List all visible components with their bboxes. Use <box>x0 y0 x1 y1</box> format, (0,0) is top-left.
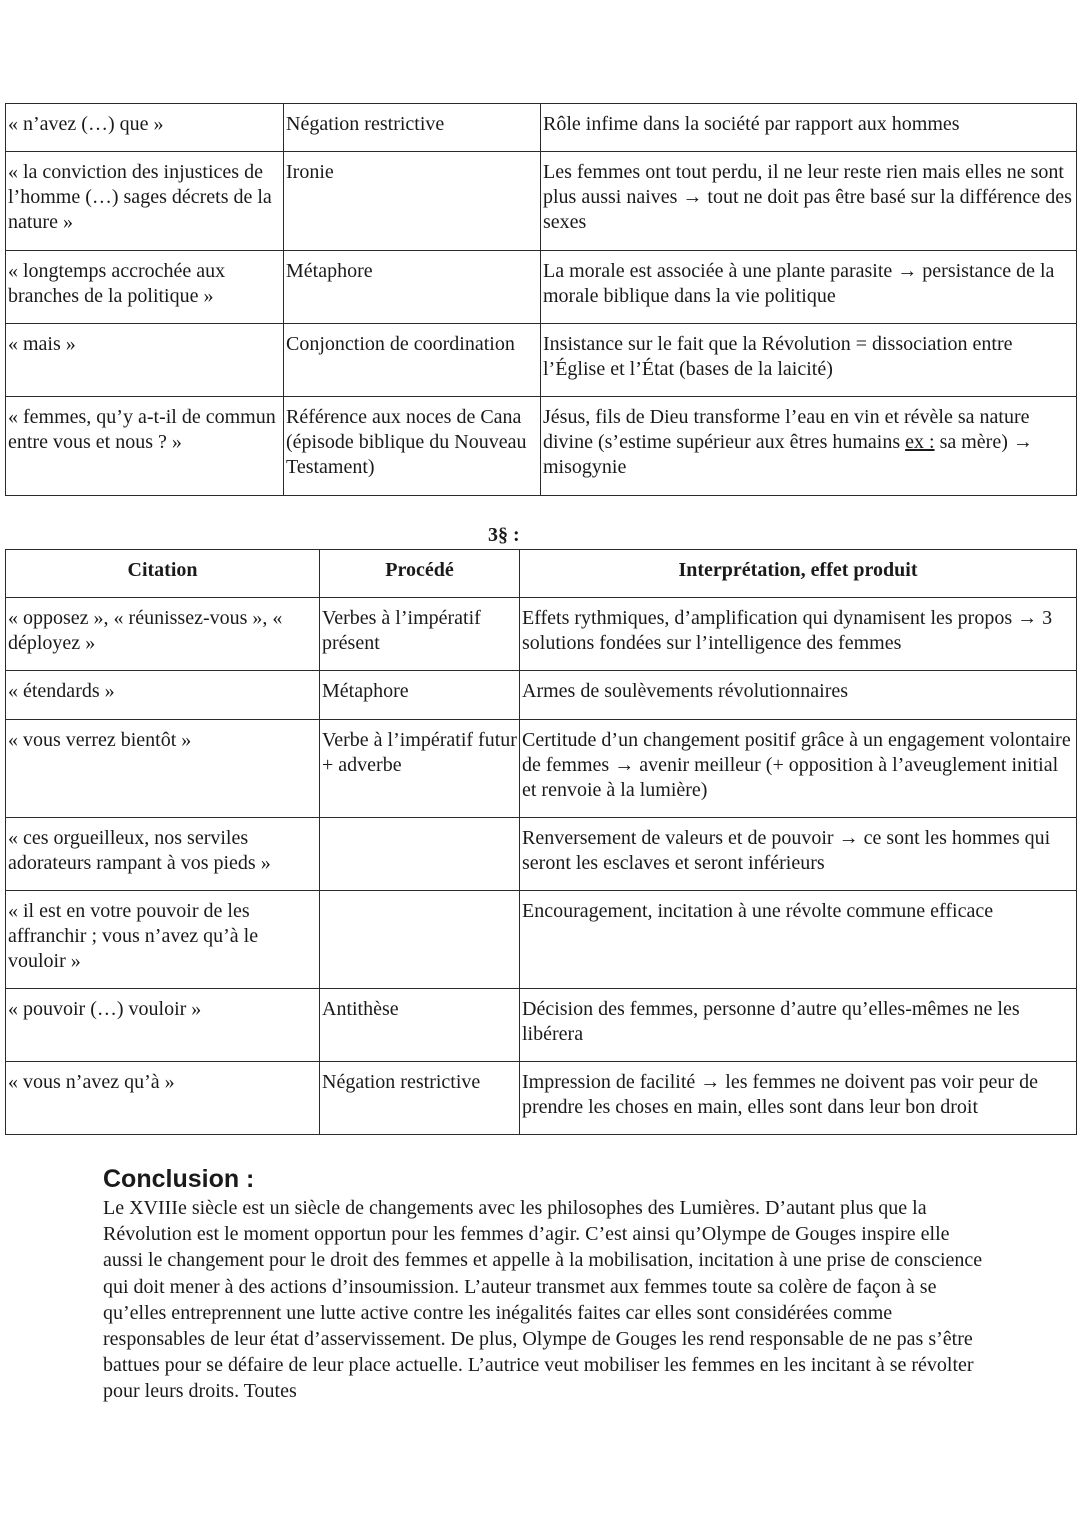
procede-cell: Métaphore <box>284 251 541 324</box>
effet-cell: Armes de soulèvements révolutionnaires <box>520 671 1077 720</box>
table-row <box>6 152 1077 251</box>
table-row <box>6 891 1077 989</box>
table-row <box>6 720 1077 818</box>
table-row <box>6 104 1077 152</box>
procede-cell: Verbe à l’impératif futur + adverbe <box>320 720 520 818</box>
citation-cell: « vous verrez bientôt » <box>6 720 320 818</box>
procede-cell <box>320 891 520 989</box>
citation-cell: « femmes, qu’y a-t-il de commun entre vous et nous ? » <box>6 397 284 496</box>
effet-cell: Impression de facilité → les femmes ne doivent pas voir peur de prendre les choses en main, elles sont dans leur bon droit <box>520 1062 1077 1135</box>
table-row <box>6 397 1077 496</box>
column-header-procede: Procédé <box>320 550 520 598</box>
column-header-citation: Citation <box>6 550 320 598</box>
table-row <box>6 598 1077 671</box>
procede-cell: Ironie <box>284 152 541 251</box>
citation-cell: « ces orgueilleux, nos serviles adorateurs rampant à vos pieds » <box>6 818 320 891</box>
effet-cell <box>541 397 1077 496</box>
effet-text: sa mère) → misogynie <box>543 431 1033 478</box>
citation-cell: « pouvoir (…) vouloir » <box>6 989 320 1062</box>
column-header-effet: Interprétation, effet produit <box>520 550 1077 598</box>
procede-cell: Métaphore <box>320 671 520 720</box>
effet-cell: Renversement de valeurs et de pouvoir → ce sont les hommes qui seront les esclaves et seront inférieurs <box>520 818 1077 891</box>
effet-cell: Encouragement, incitation à une révolte commune efficace <box>520 891 1077 989</box>
effet-cell: Rôle infime dans la société par rapport aux hommes <box>541 104 1077 152</box>
citation-cell: « n’avez (…) que » <box>6 104 284 152</box>
citation-cell: « il est en votre pouvoir de les affranchir ; vous n’avez qu’à le vouloir » <box>6 891 320 989</box>
procede-cell: Négation restrictive <box>320 1062 520 1135</box>
example-abbrev: ex : <box>905 431 935 453</box>
effet-cell: La morale est associée à une plante parasite → persistance de la morale biblique dans la vie politique <box>541 251 1077 324</box>
effet-cell: Certitude d’un changement positif grâce à un engagement volontaire de femmes → avenir meilleur (+ opposition à l’aveuglement initial et renvoie à la lumière) <box>520 720 1077 818</box>
procede-cell: Antithèse <box>320 989 520 1062</box>
table-row <box>6 989 1077 1062</box>
effet-cell: Décision des femmes, personne d’autre qu’elles-mêmes ne les libérera <box>520 989 1077 1062</box>
analysis-table-continued <box>5 103 1077 496</box>
procede-cell: Référence aux noces de Cana (épisode biblique du Nouveau Testament) <box>284 397 541 496</box>
citation-cell: « opposez », « réunissez-vous », « déployez » <box>6 598 320 671</box>
table-row <box>6 818 1077 891</box>
citation-cell: « longtemps accrochée aux branches de la politique » <box>6 251 284 324</box>
section-heading: 3§ : <box>488 524 520 546</box>
effet-cell: Les femmes ont tout perdu, il ne leur reste rien mais elles ne sont plus aussi naives → tout ne doit pas être basé sur la différence des sexes <box>541 152 1077 251</box>
table-header-row <box>6 550 1077 598</box>
citation-cell: « mais » <box>6 324 284 397</box>
effet-cell: Insistance sur le fait que la Révolution = dissociation entre l’Église et l’État (bases de la laicité) <box>541 324 1077 397</box>
procede-cell: Conjonction de coordination <box>284 324 541 397</box>
table-row <box>6 251 1077 324</box>
effet-cell: Effets rythmiques, d’amplification qui dynamisent les propos → 3 solutions fondées sur l’intelligence des femmes <box>520 598 1077 671</box>
conclusion-heading: Conclusion : <box>103 1165 255 1193</box>
citation-cell: « la conviction des injustices de l’homme (…) sages décrets de la nature » <box>6 152 284 251</box>
table-row <box>6 671 1077 720</box>
conclusion-section <box>103 1164 983 1405</box>
procede-cell: Négation restrictive <box>284 104 541 152</box>
conclusion-paragraph: Le XVIIIe siècle est un siècle de changements avec les philosophes des Lumières. D’autant plus que la Révolution est le moment opportun pour les femmes d’agir. C’est ainsi qu’Olympe de Gouges inspire elle aussi le changement pour le droit des femmes et appelle à la mobilisation, incitation à une prise de conscience qui doit mener à des actions d’insoumission. L’auteur transmet aux femmes toute sa colère de façon à se qu’elles entreprennent une lutte active contre les inégalités faites car elles sont considérées comme responsables de leur état d’asservissement. De plus, Olympe de Gouges les rend responsable de ne pas s’être battues pour se défaire de leur place actuelle. L’autrice veut mobiliser les femmes en les incitant à se révolter pour leurs droits. Toutes <box>103 1197 983 1403</box>
procede-cell: Verbes à l’impératif présent <box>320 598 520 671</box>
table-row <box>6 324 1077 397</box>
effet-text: Jésus, fils de Dieu transforme l’eau en vin et révèle sa nature divine (s’estime supérieur aux êtres humains <box>543 406 1030 453</box>
table-row <box>6 1062 1077 1135</box>
citation-cell: « vous n’avez qu’à » <box>6 1062 320 1135</box>
citation-cell: « étendards » <box>6 671 320 720</box>
procede-cell <box>320 818 520 891</box>
analysis-table <box>5 549 1077 1135</box>
